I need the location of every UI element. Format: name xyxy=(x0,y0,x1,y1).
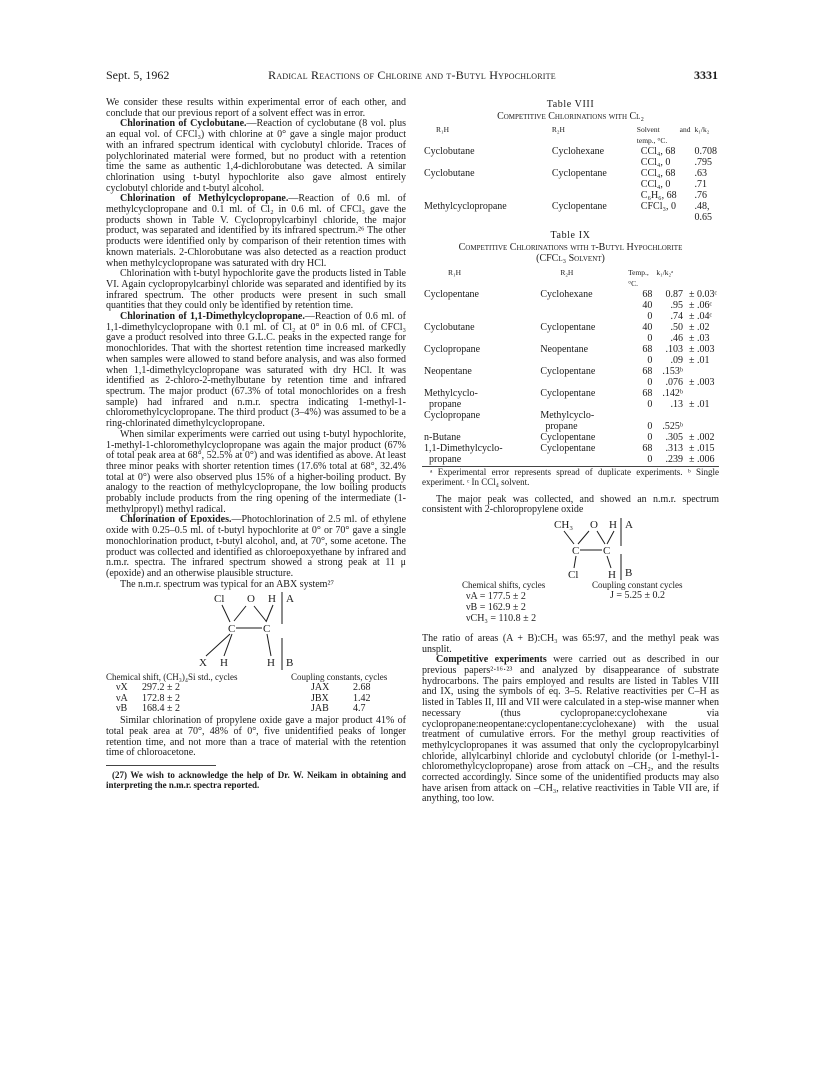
table-cell: 68 xyxy=(642,365,653,377)
table-cell: n-Butane xyxy=(424,431,461,443)
atom-label: H xyxy=(609,518,617,531)
table-cell: ± .04ᶜ xyxy=(688,310,712,322)
table-row xyxy=(422,443,719,454)
table-row xyxy=(422,179,719,190)
table-row xyxy=(422,157,719,168)
table-cell: .46 xyxy=(670,332,683,344)
table-cell: CCl₄, 68 xyxy=(640,168,676,180)
table-cell: Cyclobutane xyxy=(424,321,475,333)
table-cell: Methylcyclopropane xyxy=(424,201,507,213)
paragraph-text: —Reaction of 0.6 ml. of 1,1-dimethylcyclopropane with 0.1 ml. of Cl₂ at 0° in 0.6 ml. of CFCl₃ gave a product resolved into three G.L.C. peaks in the expected range for monochlorides. That with the shortest retention time increased markedly when samples were allowed to stand before analysis, and was also formed when 1,1-dimethylcyclopropane was saturated with dry HCl. It was identified as 2-chloro-2-methylbutane by retention time and infrared spectrum. The major product (67.3% of total monochlorides on a fresh sample) had infrared and n.m.r. spectra indicating 1-methyl-1-chloromethylcyclopropane. The third product (3–4%) was assumed to be a ring-chlorinated dimethylcyclopropane. xyxy=(106,311,406,430)
table-cell: .63 xyxy=(694,168,707,180)
atom-label: C xyxy=(228,623,236,636)
table-cell: 0 xyxy=(647,398,653,410)
table-cell: Cyclohexane xyxy=(551,146,605,158)
shift-header: Chemical shifts, cycles xyxy=(462,579,546,590)
label-b: B xyxy=(625,566,633,579)
table-cell: .71 xyxy=(694,179,707,191)
section-heading: Chlorination of Methylcyclopropane. xyxy=(120,193,289,205)
paragraph-methylcyclopropane xyxy=(106,194,406,269)
coupling-value: J = 5.25 ± 0.2 xyxy=(610,589,666,601)
table-cell xyxy=(422,179,540,190)
table-cell xyxy=(540,179,635,190)
table-row xyxy=(422,190,719,201)
table-row xyxy=(422,410,719,421)
table-ix-footnote: ᵃ Experimental error represents spread of duplicate experiments. ᵇ Single experiment. ᶜ In CCl₄ solvent. xyxy=(422,466,719,487)
table-cell: 0 xyxy=(647,431,653,443)
table-cell: .95 xyxy=(670,299,683,311)
table-row xyxy=(422,421,719,432)
table-cell: CCl₄, 68 xyxy=(640,146,676,158)
table-row xyxy=(422,355,719,366)
table-cell: Neopentane xyxy=(540,343,589,355)
table-cell: Cyclopentane xyxy=(540,431,596,443)
table-cell xyxy=(422,333,536,344)
table-cell: 68 xyxy=(642,387,653,399)
coupling-header: Coupling constants, cycles xyxy=(291,672,388,683)
table-cell: 40 xyxy=(642,321,653,333)
table-cell: Cyclohexane xyxy=(540,288,593,300)
paragraph: The n.m.r. spectrum was typical for an ABX system²⁷ xyxy=(120,578,334,590)
table-cell: .76 xyxy=(694,190,707,202)
table-cell: propane xyxy=(424,398,462,410)
nu-symbol: νA xyxy=(116,692,128,704)
table-row xyxy=(311,704,371,715)
table-cell: 68 xyxy=(642,343,653,355)
table-row xyxy=(422,432,719,443)
paragraph: The ratio of areas (A + B):CH₃ was 65:97, and the methyl peak was unsplit. xyxy=(422,632,719,655)
paragraph: When similar experiments were carried out using t-butyl hypochlorite, 1-methyl-1-chloromethylcyclopropane was again the major product (67% of total peak area at 68°, 52.5% at 0°) and was identified as above. At least three minor peaks with shorter retention times (17.6% total at 68°, 32.4% total at 0°) were also observed plus 15% of a higher-boiling product. By analogy to the reaction of methylcyclopropane, the low boiling products probably include products from the ring opening of the intermediate (1-methylpropyl) methyl radical. xyxy=(106,428,406,515)
atom-label: C xyxy=(572,544,580,557)
table-cell: 0.87 xyxy=(665,288,683,300)
atom-label: H xyxy=(267,657,275,670)
table-cell xyxy=(536,399,626,410)
table-ix-caption-solvent: (CFCl₃ Solvent) xyxy=(536,252,605,264)
atom-label: Cl xyxy=(568,568,579,580)
table-cell: ± .01 xyxy=(688,354,710,366)
atom-label: O xyxy=(247,593,255,606)
table-cell: Cyclopentane xyxy=(424,288,479,300)
paragraph-text: —Reaction of cyclobutane (8 vol. plus an equal vol. of CFCl₃) with chlorine at 0° gave a single major product with an infrared spectrum identical with cyclobutyl chloride. Traces of polychlorinated material were formed, but no product with a retention time the same as authentic 1,4-dichlorobutane was detected. A similar chlorination using t-butyl hypochlorite also gave almost entirely cyclobutyl chloride and t-butyl alcohol. xyxy=(106,118,406,194)
table-row xyxy=(422,201,719,223)
table-cell: Cyclopentane xyxy=(540,387,596,399)
table-cell xyxy=(536,333,626,344)
table-ix-title: Table IX xyxy=(550,230,591,242)
nu-symbol: νX xyxy=(116,682,128,694)
table-row xyxy=(422,300,719,311)
atom-label: H xyxy=(220,657,228,670)
table-viii xyxy=(422,124,719,223)
table-header-row xyxy=(422,267,719,289)
table-cell xyxy=(422,377,536,388)
atom-label: C xyxy=(603,544,611,557)
table-cell: .239 xyxy=(665,453,683,465)
table-cell: .305 xyxy=(665,431,683,443)
table-row xyxy=(422,146,719,157)
table-cell xyxy=(685,421,719,432)
table-cell: Methylcyclo- xyxy=(424,387,478,399)
table-cell xyxy=(536,355,626,366)
table-cell: 0 xyxy=(647,332,653,344)
table-cell: 0 xyxy=(647,453,653,465)
atom-label: H xyxy=(268,593,276,606)
label-b: B xyxy=(286,657,294,670)
chloropropylene-oxide-structure xyxy=(422,516,719,580)
table-cell: ± 0.03ᶜ xyxy=(688,288,717,300)
table-cell xyxy=(422,311,536,322)
atom-label: Cl xyxy=(214,593,225,606)
table-cell: Cyclobutane xyxy=(424,146,475,158)
shift-row: νB = 162.9 ± 2 xyxy=(466,601,526,613)
paragraph: Chlorination with t-butyl hypochlorite gave the products listed in Table VI. Again cyclopropylcarbinyl chloride was separated and identified by its infrared spectrum. The other products were present in such small quantities that they could only be identified by retention time. xyxy=(106,268,406,312)
table-row xyxy=(422,168,719,179)
table-cell: ± .01 xyxy=(688,398,710,410)
column-header: Solvent and temp., °C. xyxy=(636,125,691,146)
atom-label: X xyxy=(199,657,207,670)
shift-row: νA = 177.5 ± 2 xyxy=(466,590,526,602)
table-cell xyxy=(540,190,635,201)
table-cell: .13 xyxy=(670,398,683,410)
table-cell: .48, 0.65 xyxy=(694,201,712,224)
shift-values xyxy=(116,683,180,715)
right-column xyxy=(422,98,719,805)
table-cell: ± .06ᶜ xyxy=(688,299,712,311)
table-viii-title: Table VIII xyxy=(546,99,595,110)
table-ix-caption: Competitive Chlorinations with t-Butyl Hypochlorite xyxy=(458,242,683,254)
table-cell: propane xyxy=(424,453,462,465)
table-row xyxy=(422,377,719,388)
table-cell: .153ᵇ xyxy=(662,365,683,377)
table-cell: 0.708 xyxy=(694,146,717,158)
table-cell: Cyclopropane xyxy=(424,343,481,355)
table-cell: Cyclopentane xyxy=(540,365,596,377)
table-cell: Methylcyclo- xyxy=(540,409,595,421)
value: 4.7 xyxy=(353,703,366,715)
table-cell: 0 xyxy=(647,310,653,322)
table-cell: 0 xyxy=(647,420,653,432)
label-a: A xyxy=(286,593,294,606)
value: 168.4 ± 2 xyxy=(142,703,180,715)
table-cell: Cyclopentane xyxy=(551,168,607,180)
table-cell: .103 xyxy=(665,343,683,355)
table-viii-caption: Competitive Chlorinations with Cl₂ xyxy=(497,110,644,122)
shift-values xyxy=(466,591,536,624)
table-cell xyxy=(626,410,654,421)
table-cell: .09 xyxy=(670,354,683,366)
value: 1.42 xyxy=(353,692,371,704)
column-header: Temp., °C. xyxy=(628,267,649,288)
table-cell: C₆H₆, 68 xyxy=(640,190,677,202)
table-row xyxy=(422,289,719,300)
table-cell: CFCl₃, 0 xyxy=(640,201,676,213)
column-header: k₁/k₂ᵃ xyxy=(656,267,674,277)
table-cell xyxy=(536,300,626,311)
table-row xyxy=(422,344,719,355)
table-cell: 40 xyxy=(642,299,653,311)
table-cell xyxy=(422,190,540,201)
atom-label: CH₃ xyxy=(554,518,574,531)
column-header: R₁H xyxy=(448,267,462,277)
table-cell xyxy=(422,300,536,311)
paragraph: The major peak was collected, and showed an n.m.r. spectrum consistent with 2-chloropropylene oxide xyxy=(422,493,719,516)
column-header: R₂H xyxy=(560,267,574,277)
nmr-table-chloropropylene xyxy=(422,580,719,626)
j-symbol: JAB xyxy=(311,703,329,715)
table-ix xyxy=(422,267,719,465)
section-heading: Chlorination of 1,1-Dimethylcyclopropane. xyxy=(120,311,305,323)
table-cell: 68 xyxy=(642,442,653,454)
paragraph: Similar chlorination of propylene oxide gave a major product 41% of total peak area at 70°, 48% of 0°, five unidentified peaks of longer retention time, and not more than a trace of material with the retention time of chloroacetone. xyxy=(106,715,406,759)
table-row xyxy=(422,399,719,410)
paragraph: We consider these results within experimental error of each other, and conclude that our previous report of a solvent effect was in error. xyxy=(106,97,406,119)
header-title: Radical Reactions of Chlorine and t-Butyl Hypochlorite xyxy=(268,68,556,82)
table-cell: Cyclopropane xyxy=(424,409,481,421)
shift-row: νCH₃ = 110.8 ± 2 xyxy=(466,612,537,624)
table-row xyxy=(422,311,719,322)
j-symbol: JAX xyxy=(311,682,330,694)
table-cell: ± .03 xyxy=(688,332,710,344)
table-cell: ± .002 xyxy=(688,431,715,443)
running-header xyxy=(106,68,718,82)
table-cell: .313 xyxy=(665,442,683,454)
table-cell xyxy=(422,355,536,366)
table-cell: CCl₄, 0 xyxy=(640,179,671,191)
table-cell: Cyclobutane xyxy=(424,168,475,180)
value: 297.2 ± 2 xyxy=(142,682,180,694)
shift-header: Chemical shift, (CH₃)₄Si std., cycles xyxy=(106,672,238,683)
j-symbol: JBX xyxy=(311,692,329,704)
nmr-table-abx xyxy=(106,672,406,716)
table-cell: Cyclopentane xyxy=(540,442,596,454)
column-header: R₁H xyxy=(436,125,450,135)
table-cell: ± .003 xyxy=(688,376,715,388)
table-row xyxy=(422,388,719,399)
paragraph-dimethylcyclopropane xyxy=(106,312,406,430)
table-cell xyxy=(540,157,635,168)
value: 172.8 ± 2 xyxy=(142,692,180,704)
paragraph-epoxides xyxy=(106,515,406,579)
table-row xyxy=(422,333,719,344)
table-cell xyxy=(685,388,719,399)
left-column xyxy=(106,98,406,790)
table-row xyxy=(116,704,180,715)
table-cell: ± .003 xyxy=(688,343,715,355)
chloroepoxyethane-structure xyxy=(106,590,406,672)
table-cell xyxy=(654,410,685,421)
paragraph-cyclobutane xyxy=(106,119,406,194)
header-date: Sept. 5, 1962 xyxy=(106,68,170,82)
table-cell: .795 xyxy=(694,157,712,169)
table-cell: 1,1-Dimethylcyclo- xyxy=(424,442,503,454)
table-cell xyxy=(685,410,719,421)
table-cell: propane xyxy=(540,420,578,432)
table-cell xyxy=(536,454,626,465)
table-row xyxy=(422,366,719,377)
paragraph-text: —Reaction of 0.6 ml. of methylcyclopropane and 0.1 ml. of Cl₂ in 0.6 ml. of CFCl₃ gave the products shown in Table V. Cyclopropylcarbinyl chloride, the major product, was separated and identified by its infrared spectrum.²⁶ The other products were identified only by comparison of their retention times with known materials. 2-Chlorobutane was also detected as a reaction product when methylcyclopropane was saturated with dry HCl. xyxy=(106,193,406,269)
table-cell: ± .006 xyxy=(688,453,715,465)
table-cell: CCl₄, 0 xyxy=(640,157,671,169)
column-header: k₁/k₂ xyxy=(694,125,710,135)
table-cell: .142ᵇ xyxy=(662,387,683,399)
table-cell xyxy=(422,421,536,432)
table-cell: Cyclopentane xyxy=(551,201,607,213)
table-cell: .74 xyxy=(670,310,683,322)
table-cell: Cyclopentane xyxy=(540,321,596,333)
table-cell: ± .015 xyxy=(688,442,715,454)
table-row xyxy=(422,322,719,333)
coupling-values xyxy=(311,683,371,715)
section-heading: Chlorination of Epoxides. xyxy=(120,514,232,526)
table-cell xyxy=(536,377,626,388)
table-cell: 0 xyxy=(647,376,653,388)
column-header: R₂H xyxy=(551,125,565,135)
table-cell: 0 xyxy=(647,354,653,366)
atom-label: C xyxy=(263,623,271,636)
table-cell xyxy=(685,366,719,377)
section-heading: Chlorination of Cyclobutane. xyxy=(120,118,247,130)
atom-label: H xyxy=(608,568,616,580)
coupling-header: Coupling constant cycles xyxy=(592,579,683,590)
table-cell: .525ᵇ xyxy=(662,420,683,432)
footnote-rule xyxy=(106,765,216,766)
table-cell: 68 xyxy=(642,288,653,300)
table-cell: .076 xyxy=(665,376,683,388)
page-number: 3331 xyxy=(694,68,718,82)
table-cell: .50 xyxy=(670,321,683,333)
paragraph-competitive xyxy=(422,655,719,805)
paragraph-text: were carried out as described in our previous papers²·¹⁶·²³ and analyzed by disappearance of substrate hydrocarbons. The pairs employed and results are listed in Tables VIII and IX, using the symbols of eq. 3–5. Relative reactivities per C–H as listed in Tables II, III and VII were calculated in a step-wise manner when necessary (thus cyclopropane:cyclohexane via cyclopropane:neopentane:cyclopentane:cyclohexane) with the usual treatment of cumulative errors. For the methyl group reactivities of methylcyclopropanes it was assumed that only the cyclopropylcarbinyl chloride, allylcarbinyl chloride and cyclobutyl chloride (or 1-methyl-1-chloromethylcyclopropane) arose from attack on –CH₂, and the results corrected accordingly. Since some of the unidentified products may also have arisen from attack on –CH₃, relative reactivities in Table VII are, if anything, too low. xyxy=(422,654,719,805)
table-cell: Neopentane xyxy=(424,365,472,377)
footnote: (27) We wish to acknowledge the help of Dr. W. Neikam in obtaining and interpreting the n.m.r. spectra reported. xyxy=(106,770,406,791)
atom-label: O xyxy=(590,518,598,531)
label-a: A xyxy=(625,518,633,531)
value: 2.68 xyxy=(353,682,371,694)
table-header-row xyxy=(422,124,719,146)
table-cell: ± .02 xyxy=(688,321,710,333)
nu-symbol: νB xyxy=(116,703,128,715)
section-heading: Competitive experiments xyxy=(436,654,547,666)
table-cell xyxy=(536,311,626,322)
table-cell xyxy=(422,157,540,168)
table-row xyxy=(422,454,719,465)
paragraph-text: —Photochlorination of 2.5 ml. of ethylene oxide with 0.25–0.5 ml. of t-butyl hypochlorite at 0° or 70° gave a single monochlorination product, t-butyl alcohol, and, at 70°, some acetone. The product was collected and identified as chloroepoxyethane by infrared and n.m.r. spectra. The infrared spectrum showed a strong peak at 11 μ (epoxide) and an otherwise plausible structure. xyxy=(106,514,407,579)
